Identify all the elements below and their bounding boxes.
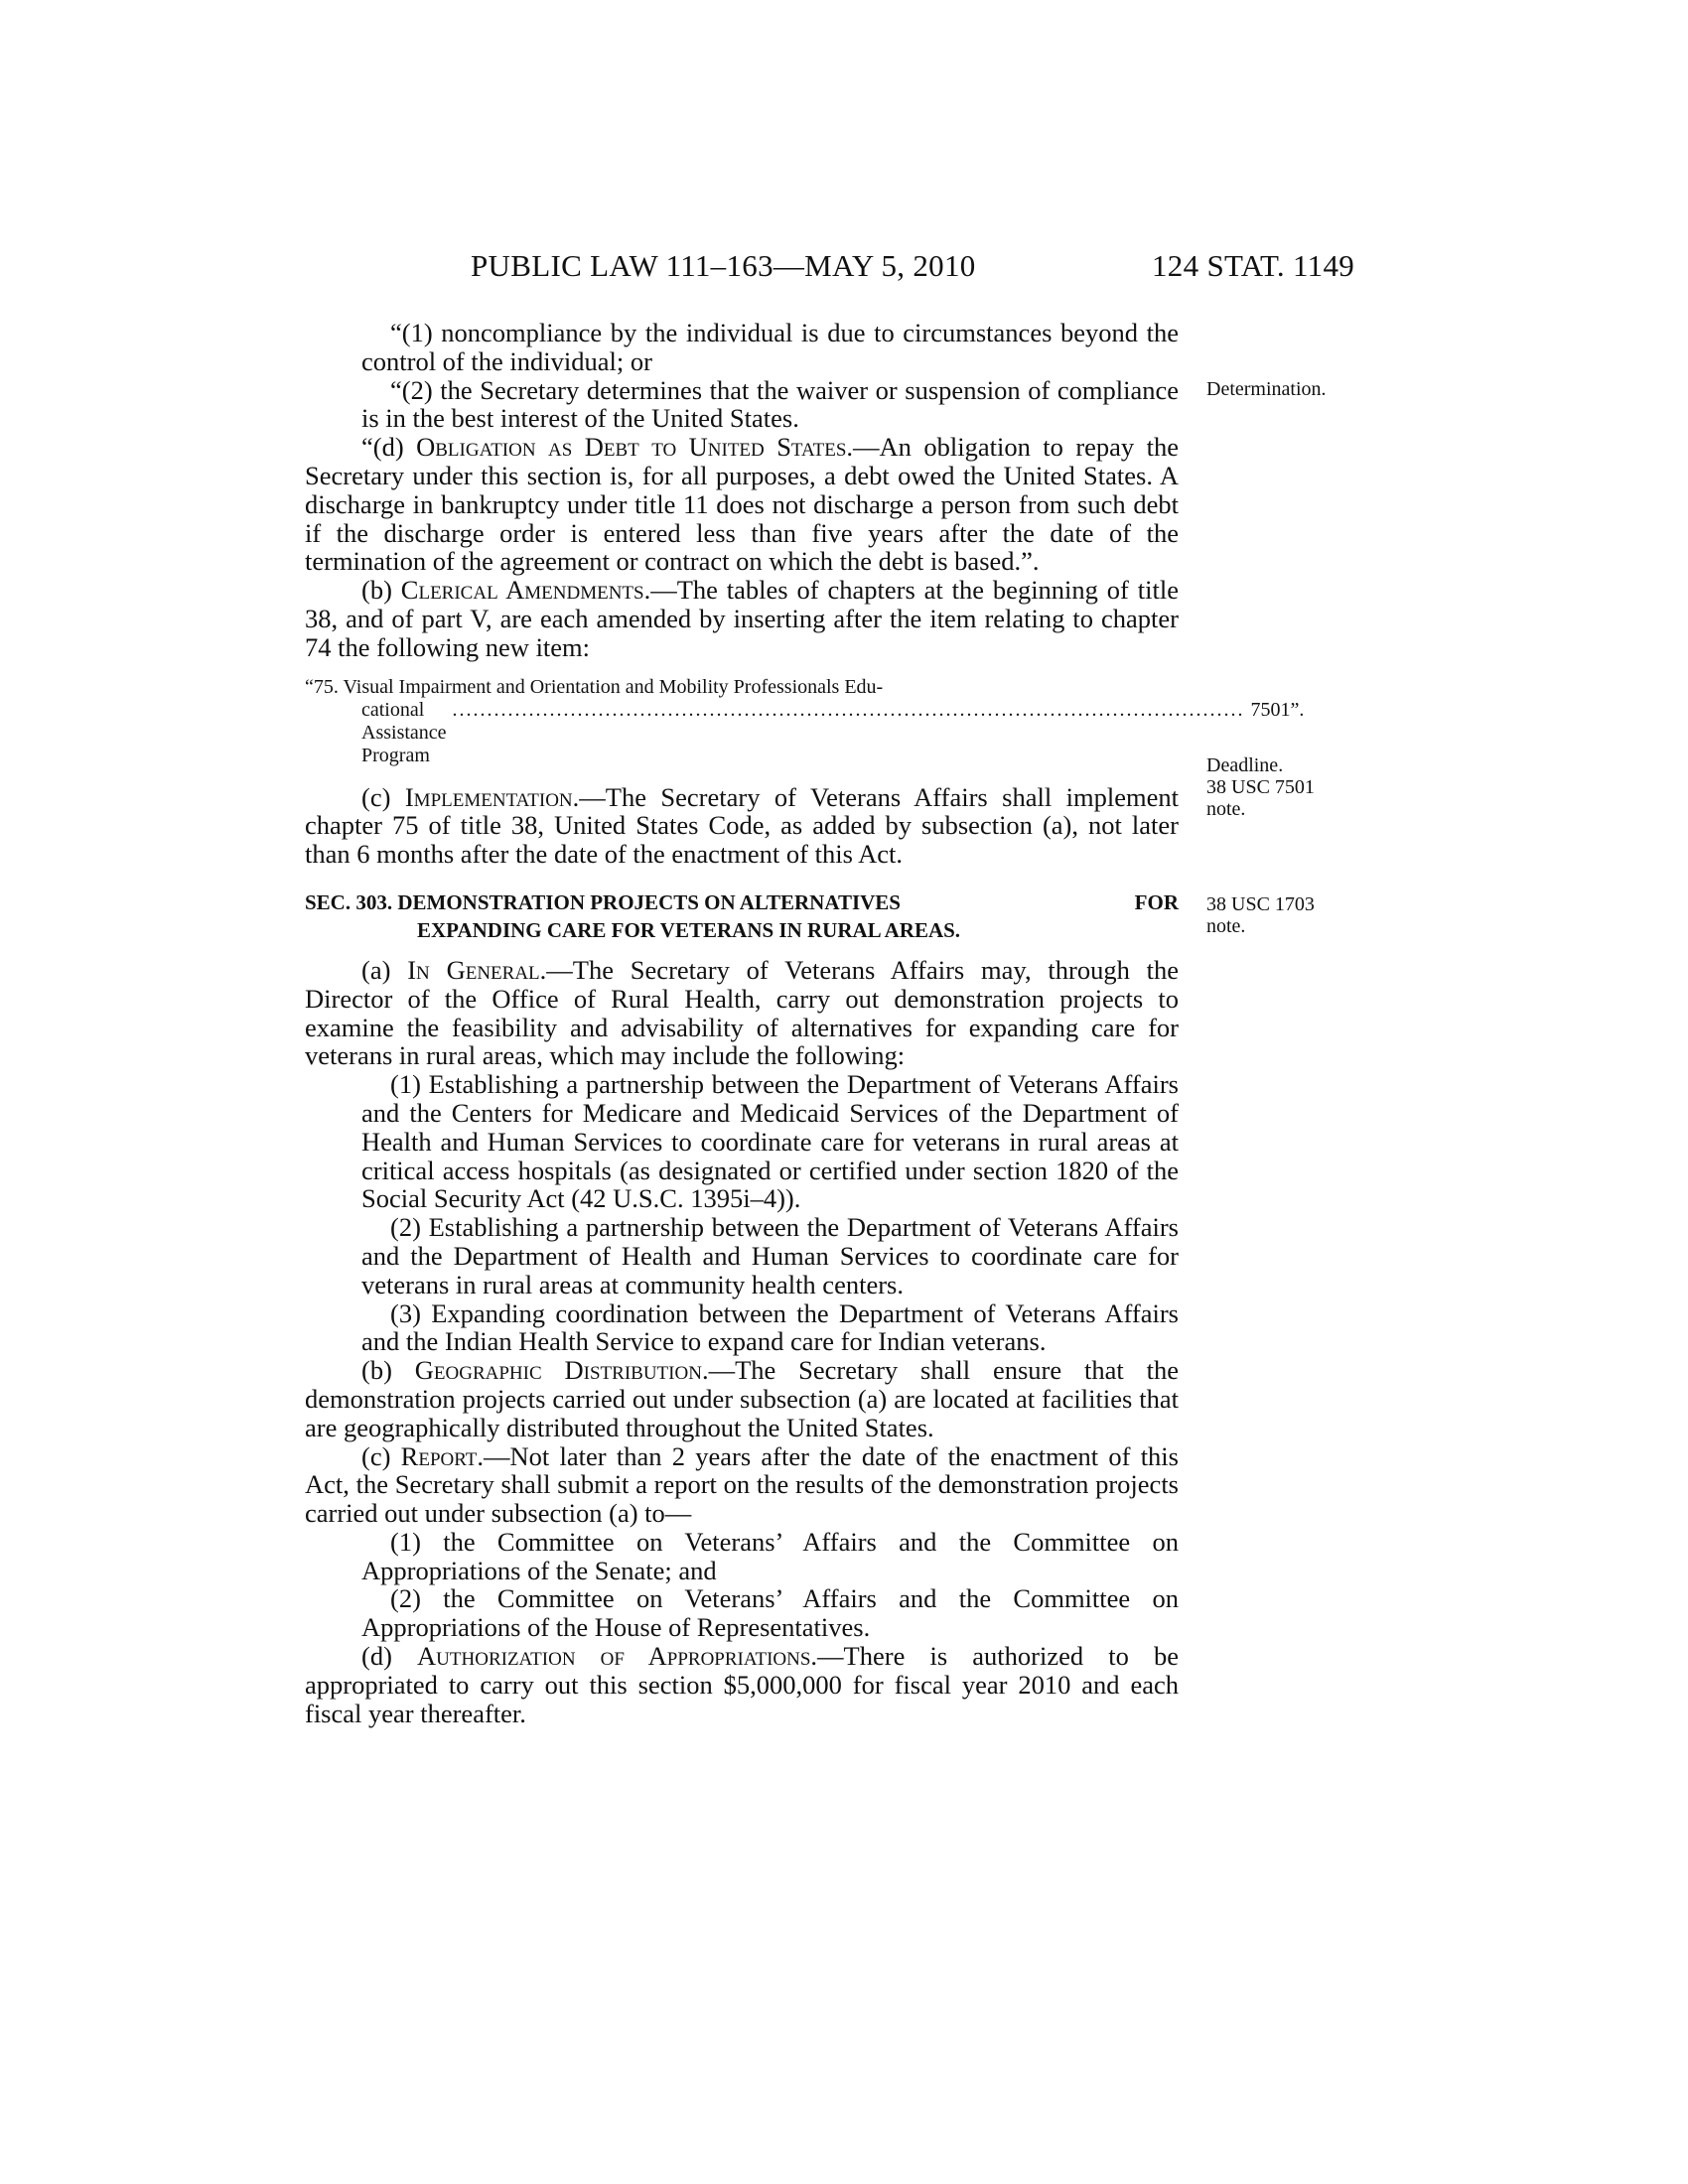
sec303-paragraph-a1: (1) Establishing a partnership between the Department of Veterans Affairs and the Centers for Medicare and Medicaid Services of the Department of Health and Human Services to coordinate care for veterans in rural areas at critical access hospitals (as designated or certified under section 1820 of the Social Security Act (42 U.S.C. 1395i–4)). bbox=[361, 1069, 1179, 1214]
subsection-b-text: .—The tables of chapters at the beginning of title 38, and of part V, are each amended by inserting after the item relating to chapter 74 the following new item: bbox=[305, 575, 1179, 662]
toc-section-number: 7501”. bbox=[1250, 698, 1305, 721]
sec303-d-heading: Authorization of Appropriations bbox=[417, 1641, 811, 1672]
sec303-c-text: .—Not later than 2 years after the date of the enactment of this Act, the Secretary shall submit a report on the results of the demonstration projects carried out under subsection (a) to— bbox=[305, 1440, 1179, 1529]
sec303-a-heading: In General bbox=[407, 954, 540, 985]
sec303-b-prefix: (b) bbox=[361, 1355, 415, 1386]
paragraph-c2: “(2) the Secretary determines that the waiver or suspension of compliance is in the best interest of the United States. bbox=[361, 374, 1179, 434]
sec303-subsection-c bbox=[305, 1442, 1179, 1528]
margin-note-deadline-cite: 38 USC 7501 bbox=[1206, 776, 1315, 798]
subsection-c-text: .—The Secretary of Veterans Affairs shall implement chapter 75 of title 38, United States Code, as added by subsection (a), not later than 6 months after the date of the enactment of this Act. bbox=[305, 781, 1179, 870]
sec303-subsection-d bbox=[305, 1642, 1179, 1727]
statute-page-number: 124 STAT. 1149 bbox=[1152, 248, 1355, 283]
margin-note-sec303-note: note. bbox=[1206, 915, 1246, 937]
toc-leader-dots: .................................................................................................................. bbox=[452, 698, 1245, 721]
sec303-paragraph-a2: (2) Establishing a partnership between the Department of Veterans Affairs and the Department of Health and Human Services to coordinate care for veterans in rural areas at community health centers. bbox=[361, 1212, 1179, 1299]
subsection-d-text: .—An obligation to repay the Secretary under this section is, for all purposes, a debt owed the United States. A discharge in bankruptcy under title 11 does not discharge a person from such debt if the discharge order is entered less than five years after the date of the termination of the agreement or contract on which the debt is based.”. bbox=[305, 432, 1179, 577]
toc-line-1: “75. Visual Impairment and Orientation and Mobility Professionals Edu- bbox=[305, 675, 884, 698]
subsection-c-prefix: (c) bbox=[361, 781, 405, 812]
sec303-a-text: .—The Secretary of Veterans Affairs may, through the Director of the Office of Rural Health, carry out demonstration projects to examine the feasibility and advisability of alternatives for expanding care for veterans in rural areas, which may include the following: bbox=[305, 954, 1179, 1071]
margin-note-deadline-note: note. bbox=[1206, 798, 1246, 820]
margin-note-determination: Determination. bbox=[1206, 378, 1327, 400]
paragraph-c1: “(1) noncompliance by the individual is due to circumstances beyond the control of the individual; or bbox=[361, 318, 1179, 376]
margin-note-deadline-label: Deadline. bbox=[1206, 754, 1284, 776]
sec303-paragraph-a3: (3) Expanding coordination between the Department of Veterans Affairs and the Indian Health Service to expand care for Indian veterans. bbox=[361, 1297, 1179, 1357]
subsection-b-clerical bbox=[305, 576, 1179, 661]
sec303-d-prefix: (d) bbox=[361, 1641, 418, 1672]
sec303-paragraph-c2: (2) the Committee on Veterans’ Affairs and the Committee on Appropriations of the House of Representatives. bbox=[361, 1583, 1179, 1643]
subsection-d-heading: Obligation as Debt to United States bbox=[416, 432, 847, 463]
margin-note-sec303-cite: 38 USC 1703 bbox=[1206, 893, 1315, 915]
sec303-b-text: .—The Secretary shall ensure that the demonstration projects carried out under subsection (a) are located at facilities that are geographically distributed throughout the United States. bbox=[305, 1355, 1179, 1442]
sec303-subsection-b bbox=[305, 1356, 1179, 1441]
sec303-b-heading: Geographic Distribution bbox=[414, 1355, 702, 1386]
subsection-c-heading: Implementation bbox=[404, 781, 573, 812]
section-303-heading-line-1 bbox=[305, 888, 1179, 916]
subsection-b-heading: Clerical Amendments bbox=[400, 575, 644, 606]
section-303-heading-right: FOR bbox=[1134, 889, 1179, 914]
sec303-paragraph-c1: (1) the Committee on Veterans’ Affairs and the Committee on Appropriations of the Senate; and bbox=[361, 1526, 1179, 1585]
sec303-c-heading: Report bbox=[400, 1440, 478, 1471]
subsection-c-implementation bbox=[305, 783, 1179, 869]
section-303-heading bbox=[305, 888, 1179, 944]
subsection-d-prefix: “(d) bbox=[361, 432, 417, 463]
subsection-b-prefix: (b) bbox=[361, 575, 401, 606]
margin-note-sec303 bbox=[1206, 893, 1395, 937]
sec303-c-prefix: (c) bbox=[361, 1440, 401, 1471]
subsection-d bbox=[305, 433, 1179, 576]
section-303-heading-line-2: EXPANDING CARE FOR VETERANS IN RURAL AREAS. bbox=[417, 917, 961, 942]
toc-line-2-text: cational Assistance Program bbox=[361, 698, 447, 766]
sec303-subsection-a bbox=[305, 956, 1179, 1070]
sec303-a-prefix: (a) bbox=[361, 954, 408, 985]
sec303-d-text: .—There is authorized to be appropriated to carry out this section $5,000,000 for fiscal year 2010 and each fiscal year thereafter. bbox=[305, 1641, 1179, 1728]
section-303-heading-left: SEC. 303. DEMONSTRATION PROJECTS ON ALTERNATIVES bbox=[305, 889, 901, 914]
running-head-title: PUBLIC LAW 111–163—MAY 5, 2010 bbox=[471, 248, 976, 283]
